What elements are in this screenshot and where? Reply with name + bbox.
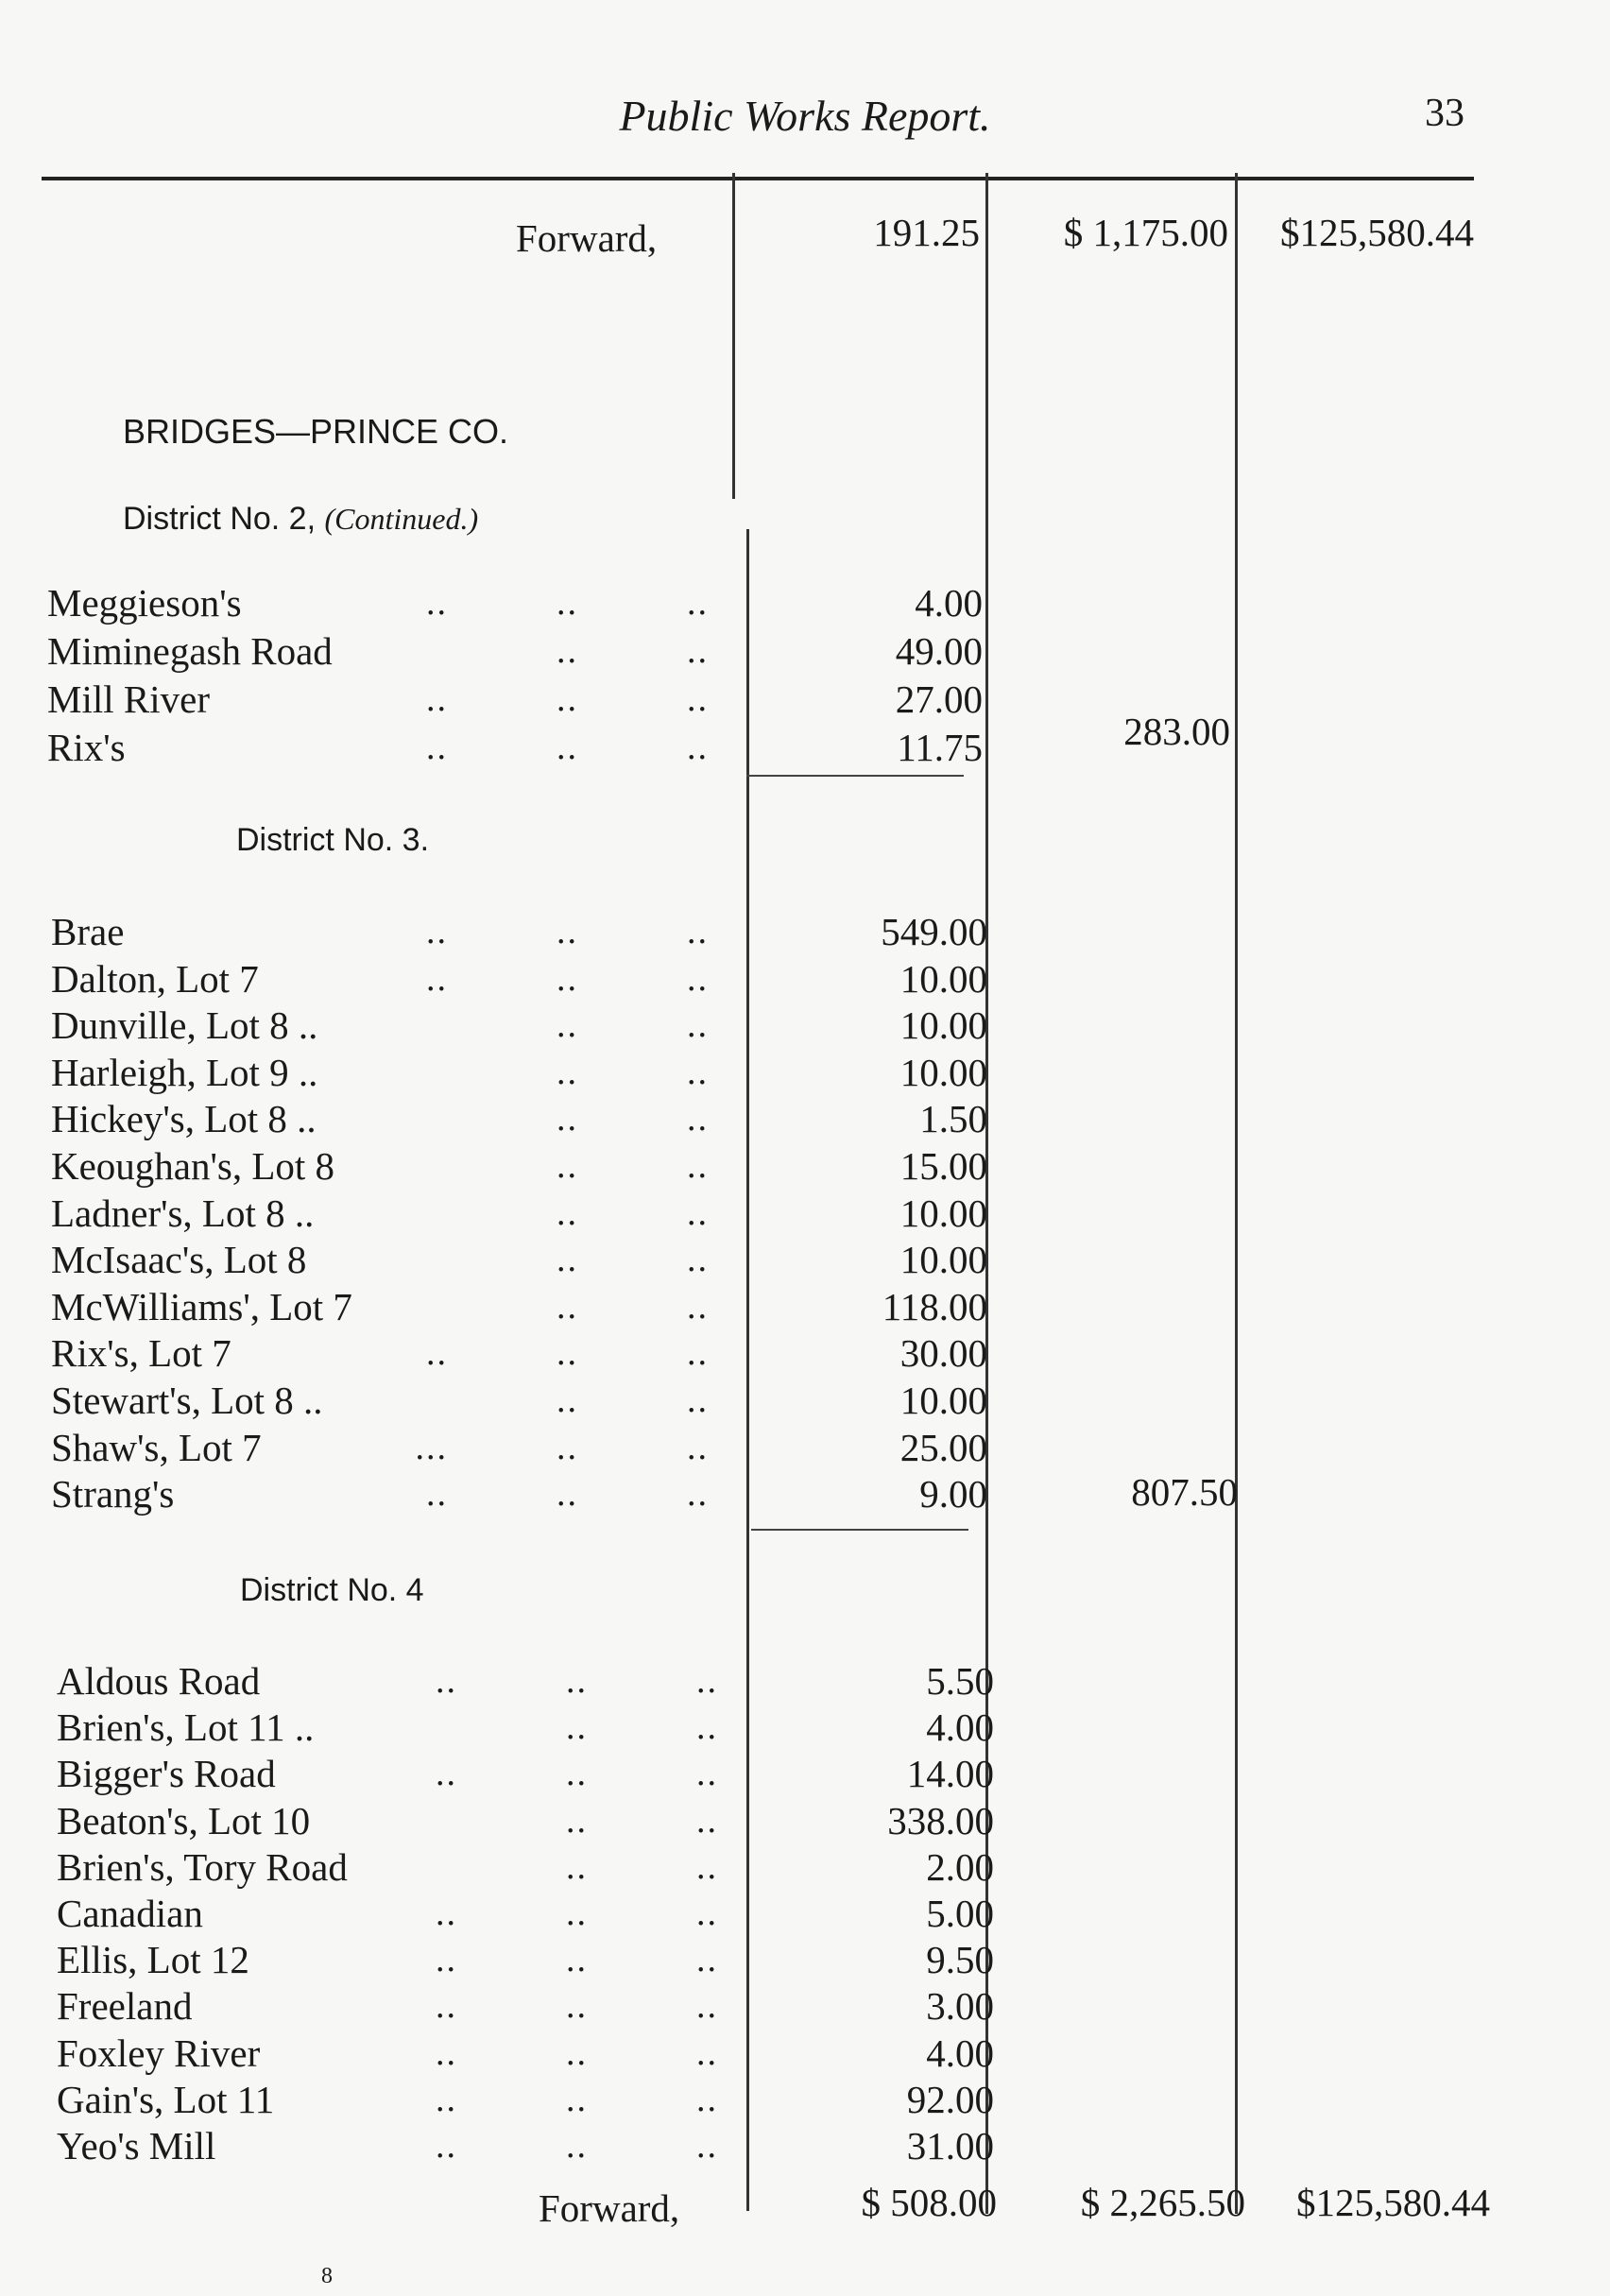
leader-dots: .. .. .. [426,1474,709,1515]
entry-name: Brae [51,910,125,953]
entry-amount: 4.00 [915,581,983,625]
leader-dots: .. .. .. [436,1754,718,1794]
page-number: 33 [1425,92,1464,135]
signature-mark: 8 [321,2264,333,2288]
forward-bottom-col2: $ 2,265.50 [1080,2181,1245,2224]
entry-amount: 5.00 [926,1892,994,1935]
entry-name: Hickey's, Lot 8 .. [51,1097,317,1141]
district-3-subtotal-rule [751,1529,968,1531]
leader-dots: .. .. [566,1707,718,1748]
running-title: Public Works Report. [619,92,991,140]
entry-name: Canadian [57,1892,203,1935]
leader-dots: .. .. .. [426,728,709,767]
district-2-subtotal-rule [746,775,964,777]
entry-amount: 27.00 [895,677,983,721]
entry-name: Miminegash Road [47,629,333,673]
entry-name: Dunville, Lot 8 .. [51,1003,318,1048]
forward-bottom-col1: $ 508.00 [861,2181,997,2224]
entry-amount: 549.00 [881,910,987,953]
entry-amount: 118.00 [882,1284,987,1328]
entry-amount: 10.00 [899,1238,987,1282]
leader-dots: .. .. [557,1240,709,1280]
entry-name: Bigger's Road [57,1752,276,1796]
leader-dots: .. .. .. [426,1333,709,1374]
entry-amount: 15.00 [899,1144,987,1188]
entry-amount: 14.00 [906,1752,994,1796]
entry-amount: 338.00 [887,1798,994,1842]
district-2-label: District No. 2, [123,501,317,537]
entry-name: Yeo's Mill [57,2124,216,2167]
entry-name: Meggieson's [47,581,242,625]
entry-name: Stewart's, Lot 8 .. [51,1379,323,1422]
entry-name: Aldous Road [57,1659,261,1703]
leader-dots: .. .. .. [426,912,709,951]
leader-dots: .. .. .. [426,958,709,999]
leader-dots: .. .. [566,1800,718,1841]
district-2-heading [123,501,478,538]
entry-name: Rix's, Lot 7 [51,1331,231,1376]
leader-dots: .. .. .. [426,679,709,719]
leader-dots: .. .. .. [436,2079,718,2119]
entry-amount: 1.50 [919,1097,987,1141]
leader-dots: .. .. [566,1846,718,1887]
leader-dots: .. .. .. [436,1893,718,1933]
leader-dots: .. .. .. [436,1661,718,1701]
forward-top-col1: 191.25 [873,211,980,254]
forward-bottom-col3: $125,580.44 [1296,2181,1490,2224]
entry-name: Shaw's, Lot 7 [51,1425,262,1469]
entry-amount: 11.75 [897,726,983,769]
forward-label-top: Forward, [516,216,658,260]
entry-name: Foxley River [57,2030,261,2075]
entry-name: Beaton's, Lot 10 [57,1798,311,1842]
entry-amount: 9.50 [926,1938,994,1982]
entry-name: Keoughan's, Lot 8 [51,1144,335,1188]
leader-dots: .. .. [557,1380,709,1420]
leader-dots: .. .. [557,1192,709,1233]
leader-dots: .. .. [557,1286,709,1327]
leader-dots: .. .. [557,631,709,671]
entry-name: Gain's, Lot 11 [57,2077,275,2121]
district-2-total: 283.00 [1123,710,1230,753]
entry-name: Freeland [57,1984,193,2029]
entry-amount: 31.00 [906,2124,994,2167]
district-4-heading: District No. 4 [240,1572,424,1608]
entry-name: Strang's [51,1472,175,1516]
forward-label-bottom: Forward, [539,2186,680,2230]
leader-dots: .. .. .. [436,1940,718,1980]
entry-name: Ladner's, Lot 8 .. [51,1191,315,1235]
leader-dots: ... .. .. [415,1427,709,1467]
entry-amount: 4.00 [926,2030,994,2075]
entry-amount: 2.00 [926,1844,994,1889]
entry-name: McIsaac's, Lot 8 [51,1238,307,1282]
entry-name: Rix's [47,726,126,769]
entry-amount: 10.00 [899,1379,987,1422]
leader-dots: .. .. [557,1099,709,1139]
forward-top-col2: $ 1,175.00 [1063,211,1228,254]
entry-amount: 25.00 [899,1425,987,1469]
entry-name: Mill River [47,677,210,721]
entry-amount: 10.00 [899,1050,987,1094]
section-title: BRIDGES—PRINCE CO. [123,412,509,451]
entry-amount: 49.00 [895,629,983,673]
entry-amount: 10.00 [899,1191,987,1235]
column-rule-left [732,173,735,499]
district-3-heading: District No. 3. [236,822,430,858]
header-rule [42,177,1474,180]
entry-amount: 5.50 [926,1659,994,1703]
entry-amount: 10.00 [899,956,987,1001]
leader-dots: .. .. .. [436,1986,718,2027]
entry-name: Brien's, Lot 11 .. [57,1705,315,1750]
district-3-total: 807.50 [1131,1470,1238,1514]
leader-dots: .. .. [557,1052,709,1092]
district-2-note: (Continued.) [324,502,479,536]
entry-amount: 30.00 [899,1331,987,1376]
entry-amount: 3.00 [926,1984,994,2029]
entry-name: Harleigh, Lot 9 .. [51,1050,318,1094]
column-rule-right [1235,173,1238,2214]
leader-dots: .. .. .. [436,2032,718,2073]
entry-amount: 4.00 [926,1705,994,1750]
forward-top-col3: $125,580.44 [1280,211,1474,254]
entry-amount: 92.00 [906,2077,994,2121]
leader-dots: .. .. .. [426,583,709,623]
entry-name: McWilliams', Lot 7 [51,1284,352,1328]
leader-dots: .. .. [557,1005,709,1046]
entry-amount: 9.00 [919,1472,987,1516]
leader-dots: .. .. .. [436,2126,718,2166]
entry-amount: 10.00 [899,1003,987,1048]
entry-name: Brien's, Tory Road [57,1844,348,1889]
leader-dots: .. .. [557,1146,709,1186]
entry-name: Ellis, Lot 12 [57,1938,249,1982]
entry-name: Dalton, Lot 7 [51,956,259,1001]
